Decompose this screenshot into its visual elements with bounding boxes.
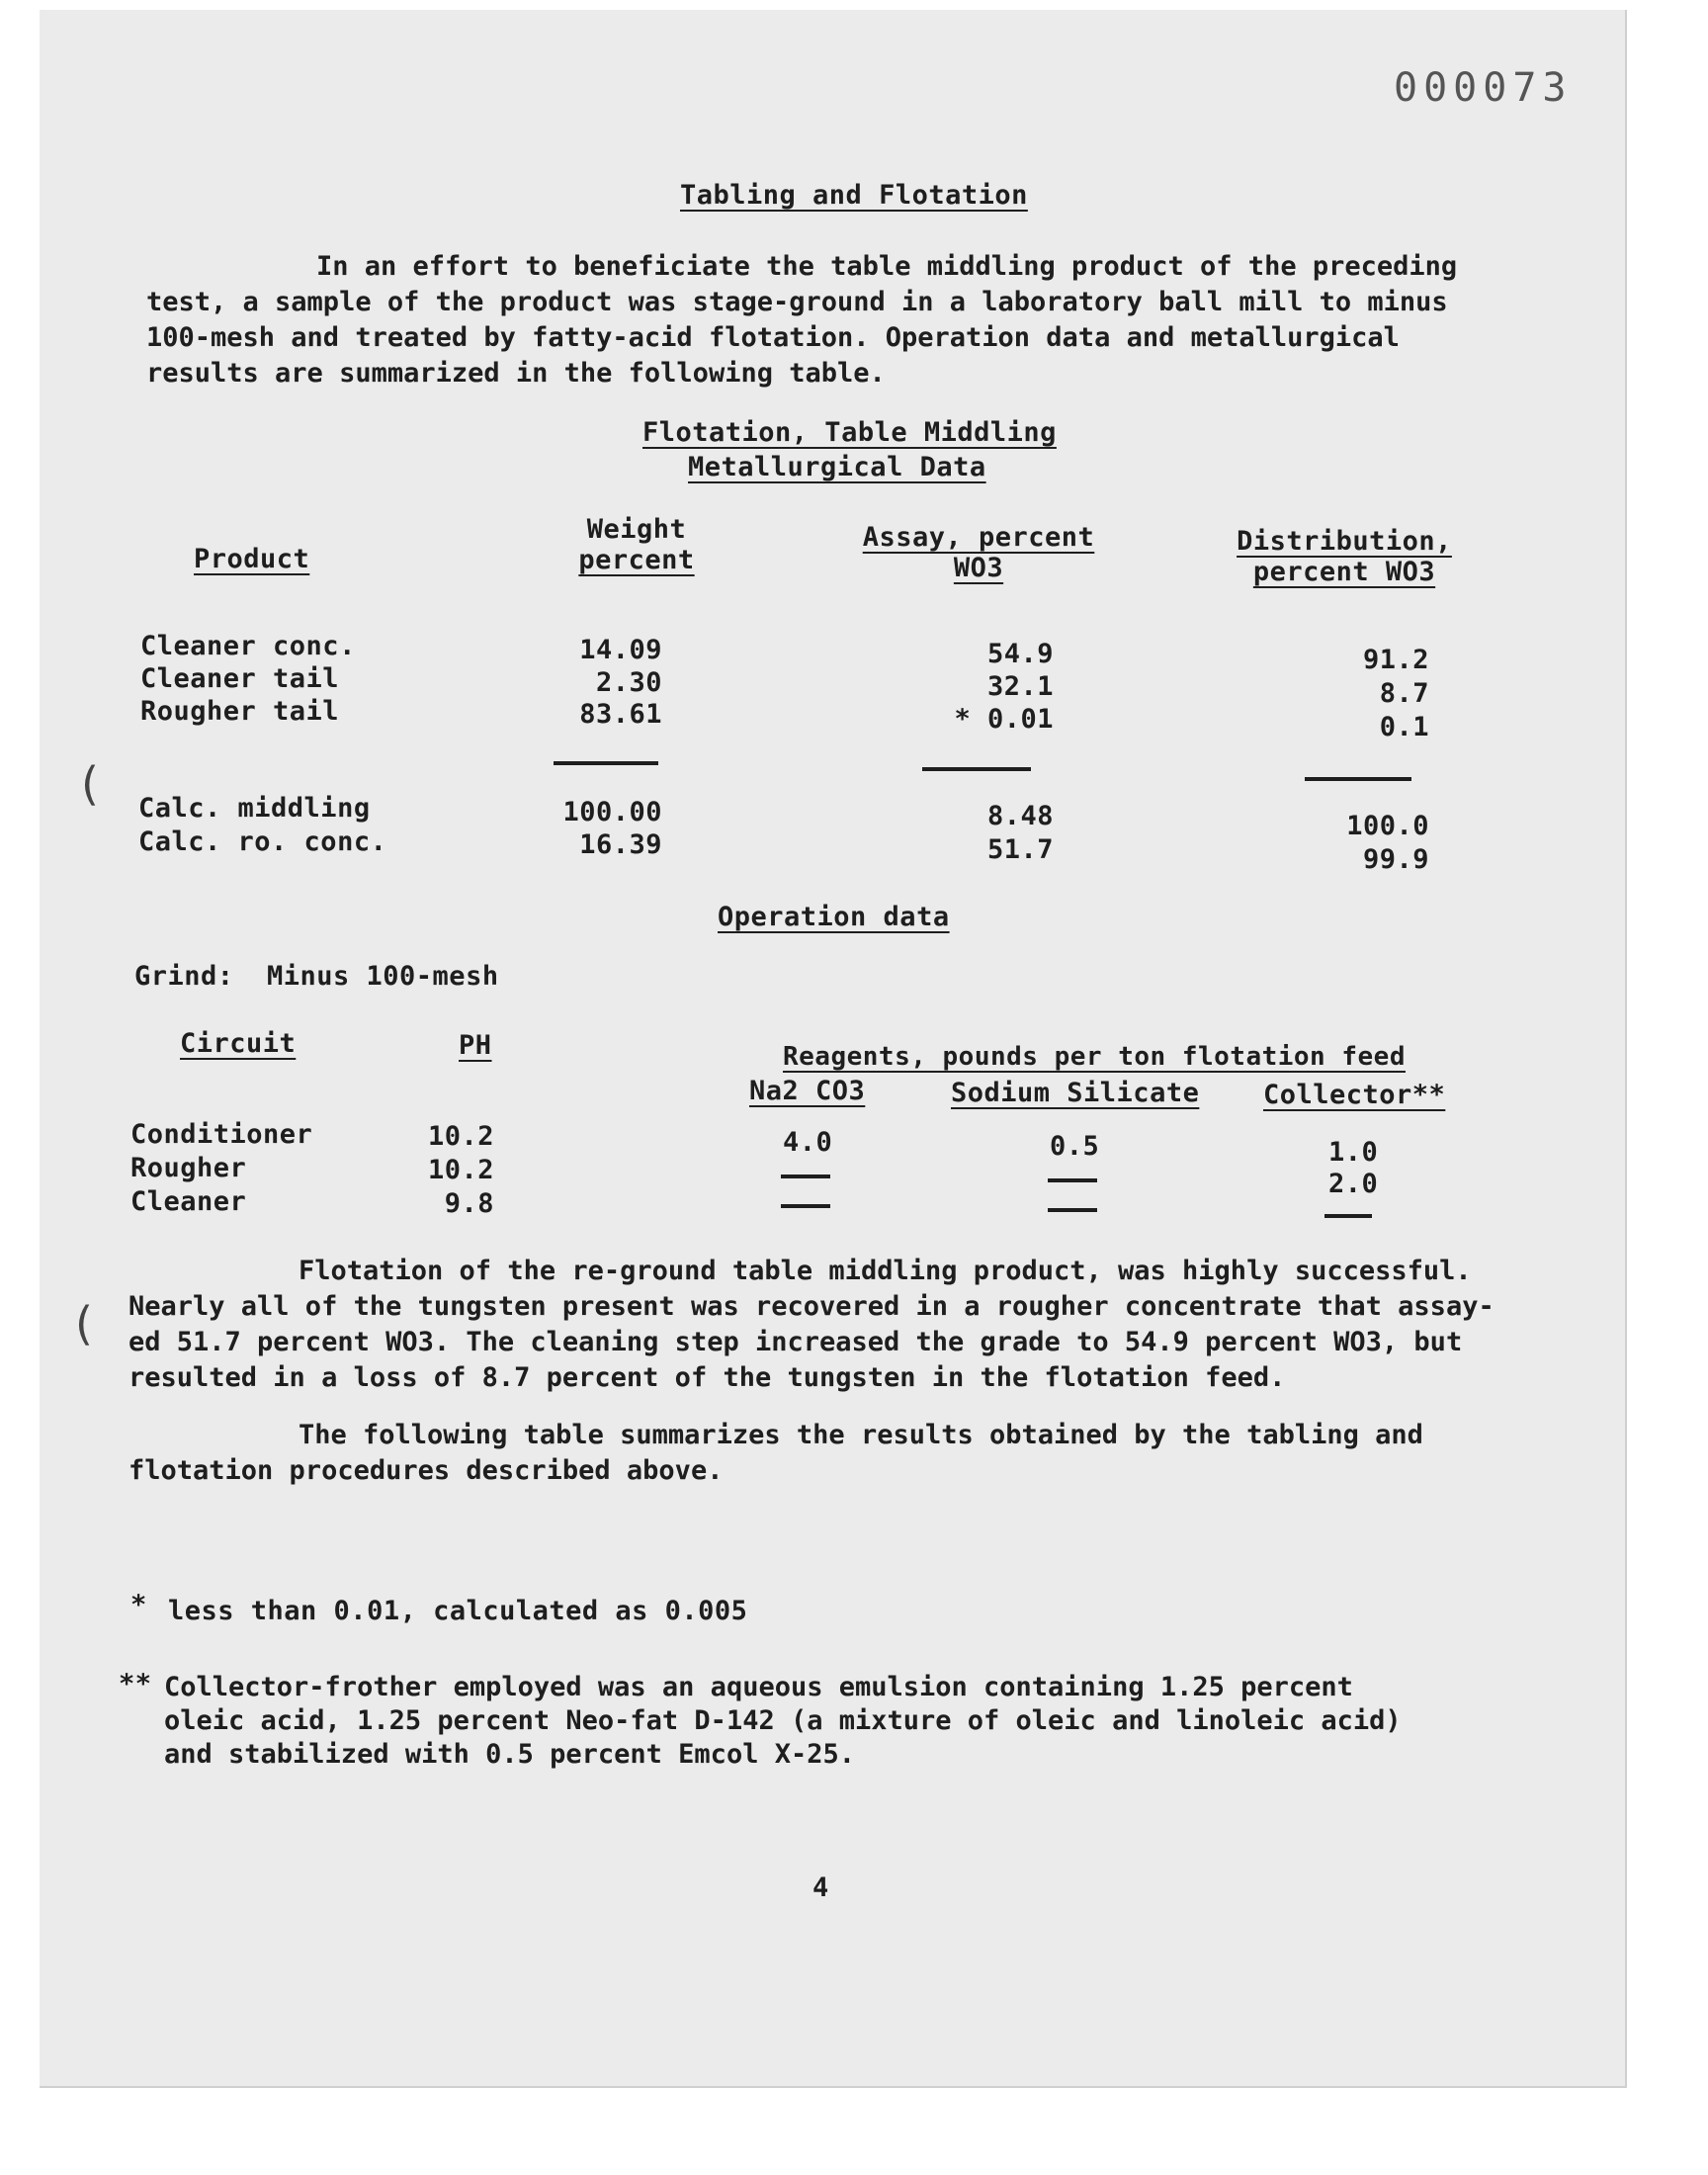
section-title: Tabling and Flotation bbox=[680, 180, 1028, 211]
results-paragraph bbox=[128, 1254, 1494, 1396]
table-row-product: Cleaner conc. bbox=[140, 631, 356, 661]
empty-cell-dash bbox=[1048, 1178, 1097, 1182]
table-row-circuit: Conditioner bbox=[130, 1119, 313, 1150]
total-rule-weight bbox=[554, 761, 658, 765]
table-row-assay: 8.48 bbox=[986, 801, 1054, 831]
intro-paragraph bbox=[146, 249, 1457, 392]
table-row-distribution: 8.7 bbox=[1379, 678, 1429, 709]
empty-cell-dash bbox=[781, 1204, 830, 1208]
table-row-distribution: 99.9 bbox=[1362, 844, 1429, 875]
footnote-line: Collector-frother employed was an aqueous emulsion containing 1.25 percent bbox=[164, 1672, 1353, 1702]
table-row-distribution: 0.1 bbox=[1379, 712, 1429, 742]
footnote-mark: ** bbox=[119, 1669, 152, 1699]
table-row-weight: 100.00 bbox=[562, 797, 662, 827]
document-number: 000073 bbox=[1394, 65, 1573, 111]
paragraph-line: ed 51.7 percent WO3. The cleaning step increased the grade to 54.9 percent WO3, but bbox=[128, 1327, 1463, 1357]
header-assay-line1: Assay, percent bbox=[862, 522, 1095, 553]
footnote-mark: * bbox=[130, 1590, 147, 1620]
page-number: 4 bbox=[812, 1872, 829, 1903]
table-row-distribution: 100.0 bbox=[1346, 811, 1429, 841]
table-row-assay: 51.7 bbox=[986, 834, 1054, 865]
grind-value: Minus 100-mesh bbox=[267, 961, 499, 992]
header-distribution bbox=[1216, 526, 1473, 587]
table-row-ph: 10.2 bbox=[427, 1121, 494, 1152]
table-row-weight: 14.09 bbox=[579, 635, 662, 665]
table-row-circuit: Rougher bbox=[130, 1153, 247, 1183]
table2-title: Operation data bbox=[718, 902, 950, 932]
table-row-na2co3: 4.0 bbox=[783, 1127, 833, 1158]
header-distribution-line1: Distribution, bbox=[1237, 526, 1452, 557]
table-row-collector: 2.0 bbox=[1328, 1169, 1379, 1199]
table-row-weight: 16.39 bbox=[579, 829, 662, 860]
table-row-silicate: 0.5 bbox=[1050, 1131, 1100, 1162]
header-distribution-line2: percent WO3 bbox=[1252, 557, 1436, 587]
table-row-collector: 1.0 bbox=[1328, 1137, 1379, 1168]
paragraph-line: Flotation of the re-ground table middling product, was highly successful. bbox=[299, 1256, 1472, 1286]
footnote-text: less than 0.01, calculated as 0.005 bbox=[168, 1596, 748, 1626]
total-rule-assay bbox=[922, 767, 1031, 771]
header-weight-line1: Weight bbox=[586, 514, 687, 545]
document-page bbox=[40, 10, 1627, 2088]
margin-mark: ( bbox=[75, 1297, 93, 1350]
paragraph-line: 100-mesh and treated by fatty-acid flotation. Operation data and metallurgical bbox=[146, 322, 1400, 353]
header-sodium-silicate: Sodium Silicate bbox=[951, 1078, 1200, 1108]
empty-cell-dash bbox=[1324, 1214, 1372, 1218]
table-row-weight: 2.30 bbox=[595, 667, 662, 698]
paragraph-line: In an effort to beneficiate the table middling product of the preceding bbox=[316, 251, 1458, 282]
margin-mark: ( bbox=[81, 757, 99, 811]
table-row-assay: 54.9 bbox=[986, 639, 1054, 669]
summary-paragraph bbox=[128, 1418, 1423, 1489]
header-weight bbox=[538, 514, 735, 575]
table-row-product: Calc. middling bbox=[138, 793, 371, 824]
table1-subtitle: Metallurgical Data bbox=[688, 452, 986, 482]
table-row-product: Cleaner tail bbox=[140, 663, 340, 694]
paragraph-line: The following table summarizes the results obtained by the tabling and bbox=[299, 1420, 1423, 1450]
paragraph-line: test, a sample of the product was stage-ground in a laboratory ball mill to minus bbox=[146, 287, 1448, 317]
table1-title: Flotation, Table Middling bbox=[642, 417, 1057, 448]
footnote-line: oleic acid, 1.25 percent Neo-fat D-142 (a mixture of oleic and linoleic acid) bbox=[164, 1705, 1402, 1736]
footnote-text bbox=[164, 1671, 1402, 1772]
table-row-product: Rougher tail bbox=[140, 696, 340, 727]
header-assay-line2: WO3 bbox=[953, 553, 1004, 583]
paragraph-line: resulted in a loss of 8.7 percent of the tungsten in the flotation feed. bbox=[128, 1362, 1286, 1393]
table-row-circuit: Cleaner bbox=[130, 1186, 247, 1217]
paragraph-line: flotation procedures described above. bbox=[128, 1455, 724, 1486]
table-row-ph: 9.8 bbox=[444, 1188, 494, 1219]
table-row-ph: 10.2 bbox=[427, 1155, 494, 1185]
header-weight-line2: percent bbox=[578, 545, 695, 575]
header-assay bbox=[840, 522, 1117, 583]
header-na2co3: Na2 CO3 bbox=[749, 1076, 866, 1106]
total-rule-distribution bbox=[1305, 777, 1411, 781]
table-row-assay: * 0.01 bbox=[954, 704, 1054, 735]
empty-cell-dash bbox=[1048, 1208, 1097, 1212]
table-row-weight: 83.61 bbox=[579, 699, 662, 730]
empty-cell-dash bbox=[781, 1174, 830, 1178]
header-collector: Collector** bbox=[1263, 1080, 1446, 1110]
table-row-distribution: 91.2 bbox=[1362, 645, 1429, 675]
header-ph: PH bbox=[459, 1030, 492, 1061]
footnote-line: and stabilized with 0.5 percent Emcol X-25. bbox=[164, 1739, 855, 1770]
grind-label: Grind: bbox=[134, 961, 234, 992]
paragraph-line: results are summarized in the following table. bbox=[146, 358, 886, 389]
header-reagents: Reagents, pounds per ton flotation feed bbox=[783, 1042, 1406, 1072]
table-row-assay: 32.1 bbox=[986, 671, 1054, 702]
header-product: Product bbox=[194, 544, 310, 574]
paragraph-line: Nearly all of the tungsten present was recovered in a rougher concentrate that assay- bbox=[128, 1291, 1494, 1322]
header-circuit: Circuit bbox=[180, 1028, 297, 1059]
table-row-product: Calc. ro. conc. bbox=[138, 826, 387, 857]
